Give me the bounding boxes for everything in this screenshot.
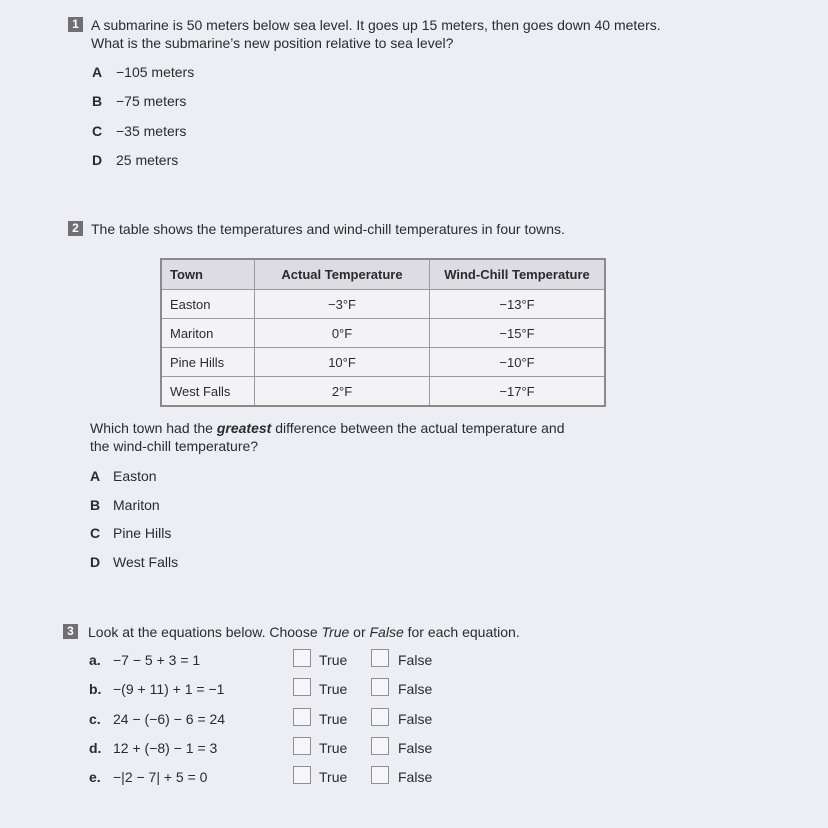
false-label: False bbox=[398, 711, 433, 727]
column-header: Town bbox=[161, 259, 255, 290]
table-cell: 2°F bbox=[255, 377, 430, 407]
question-number: 1 bbox=[68, 17, 83, 32]
emphasis: greatest bbox=[216, 420, 272, 436]
equation: −|2 − 7| + 5 = 0 bbox=[113, 769, 208, 785]
text: Which town had the bbox=[90, 420, 217, 436]
item-label: e. bbox=[89, 769, 101, 785]
text: difference between the actual temperature and bbox=[271, 420, 565, 436]
column-header: Actual Temperature bbox=[255, 259, 430, 290]
temperature-table bbox=[160, 258, 606, 407]
question-intro: The table shows the temperatures and wind-chill temperatures in four towns. bbox=[91, 221, 565, 237]
option-letter: D bbox=[90, 554, 101, 570]
option-letter: B bbox=[92, 93, 103, 109]
option-text: Mariton bbox=[113, 497, 160, 513]
question-number: 2 bbox=[68, 221, 83, 236]
true-label: True bbox=[319, 652, 348, 668]
table-cell: 10°F bbox=[255, 348, 430, 377]
text: for each equation. bbox=[403, 624, 520, 640]
table-cell: −15°F bbox=[430, 319, 606, 348]
text: or bbox=[349, 624, 370, 640]
table-row bbox=[161, 290, 605, 319]
true-checkbox[interactable] bbox=[293, 649, 311, 667]
option-text: Easton bbox=[113, 468, 157, 484]
item-label: d. bbox=[89, 740, 102, 756]
item-label: b. bbox=[89, 681, 102, 697]
question-text: the wind-chill temperature? bbox=[90, 438, 259, 454]
question-text: A submarine is 50 meters below sea level. It goes up 15 meters, then goes down 40 meters. bbox=[91, 17, 661, 33]
text: True bbox=[321, 624, 350, 640]
option-text: −35 meters bbox=[116, 123, 187, 139]
true-label: True bbox=[319, 769, 348, 785]
option-letter: C bbox=[90, 525, 101, 541]
text: Look at the equations below. Choose bbox=[88, 624, 322, 640]
option-letter: A bbox=[92, 64, 103, 80]
option-letter: B bbox=[90, 497, 101, 513]
option-text: −105 meters bbox=[116, 64, 195, 80]
true-checkbox[interactable] bbox=[293, 708, 311, 726]
false-checkbox[interactable] bbox=[371, 737, 389, 755]
option-letter: D bbox=[92, 152, 103, 168]
equation: −(9 + 11) + 1 = −1 bbox=[113, 681, 225, 697]
table-cell: Easton bbox=[161, 290, 255, 319]
table-cell: Mariton bbox=[161, 319, 255, 348]
item-label: a. bbox=[89, 652, 101, 668]
item-label: c. bbox=[89, 711, 101, 727]
question-text bbox=[90, 420, 565, 436]
false-label: False bbox=[398, 652, 433, 668]
question-number: 3 bbox=[63, 624, 78, 639]
true-label: True bbox=[319, 740, 348, 756]
table-cell: Pine Hills bbox=[161, 348, 255, 377]
false-label: False bbox=[398, 740, 433, 756]
text: False bbox=[369, 624, 404, 640]
true-checkbox[interactable] bbox=[293, 766, 311, 784]
table-cell: West Falls bbox=[161, 377, 255, 407]
false-checkbox[interactable] bbox=[371, 678, 389, 696]
table-cell: −13°F bbox=[430, 290, 606, 319]
false-checkbox[interactable] bbox=[371, 649, 389, 667]
question-text: What is the submarine’s new position relative to sea level? bbox=[91, 35, 454, 51]
table-row bbox=[161, 319, 605, 348]
true-label: True bbox=[319, 711, 348, 727]
equation: −7 − 5 + 3 = 1 bbox=[113, 652, 201, 668]
question-text bbox=[88, 624, 520, 640]
option-text: −75 meters bbox=[116, 93, 187, 109]
true-checkbox[interactable] bbox=[293, 737, 311, 755]
table-cell: −17°F bbox=[430, 377, 606, 407]
option-text: Pine Hills bbox=[113, 525, 172, 541]
equation: 12 + (−8) − 1 = 3 bbox=[113, 740, 218, 756]
false-label: False bbox=[398, 681, 433, 697]
false-checkbox[interactable] bbox=[371, 708, 389, 726]
option-letter: A bbox=[90, 468, 101, 484]
table-row bbox=[161, 377, 605, 407]
false-label: False bbox=[398, 769, 433, 785]
option-text: West Falls bbox=[113, 554, 179, 570]
table-cell: −10°F bbox=[430, 348, 606, 377]
column-header: Wind-Chill Temperature bbox=[430, 259, 606, 290]
table-row bbox=[161, 348, 605, 377]
option-letter: C bbox=[92, 123, 103, 139]
equation: 24 − (−6) − 6 = 24 bbox=[113, 711, 226, 727]
true-checkbox[interactable] bbox=[293, 678, 311, 696]
true-label: True bbox=[319, 681, 348, 697]
option-text: 25 meters bbox=[116, 152, 179, 168]
table-cell: −3°F bbox=[255, 290, 430, 319]
false-checkbox[interactable] bbox=[371, 766, 389, 784]
table-cell: 0°F bbox=[255, 319, 430, 348]
